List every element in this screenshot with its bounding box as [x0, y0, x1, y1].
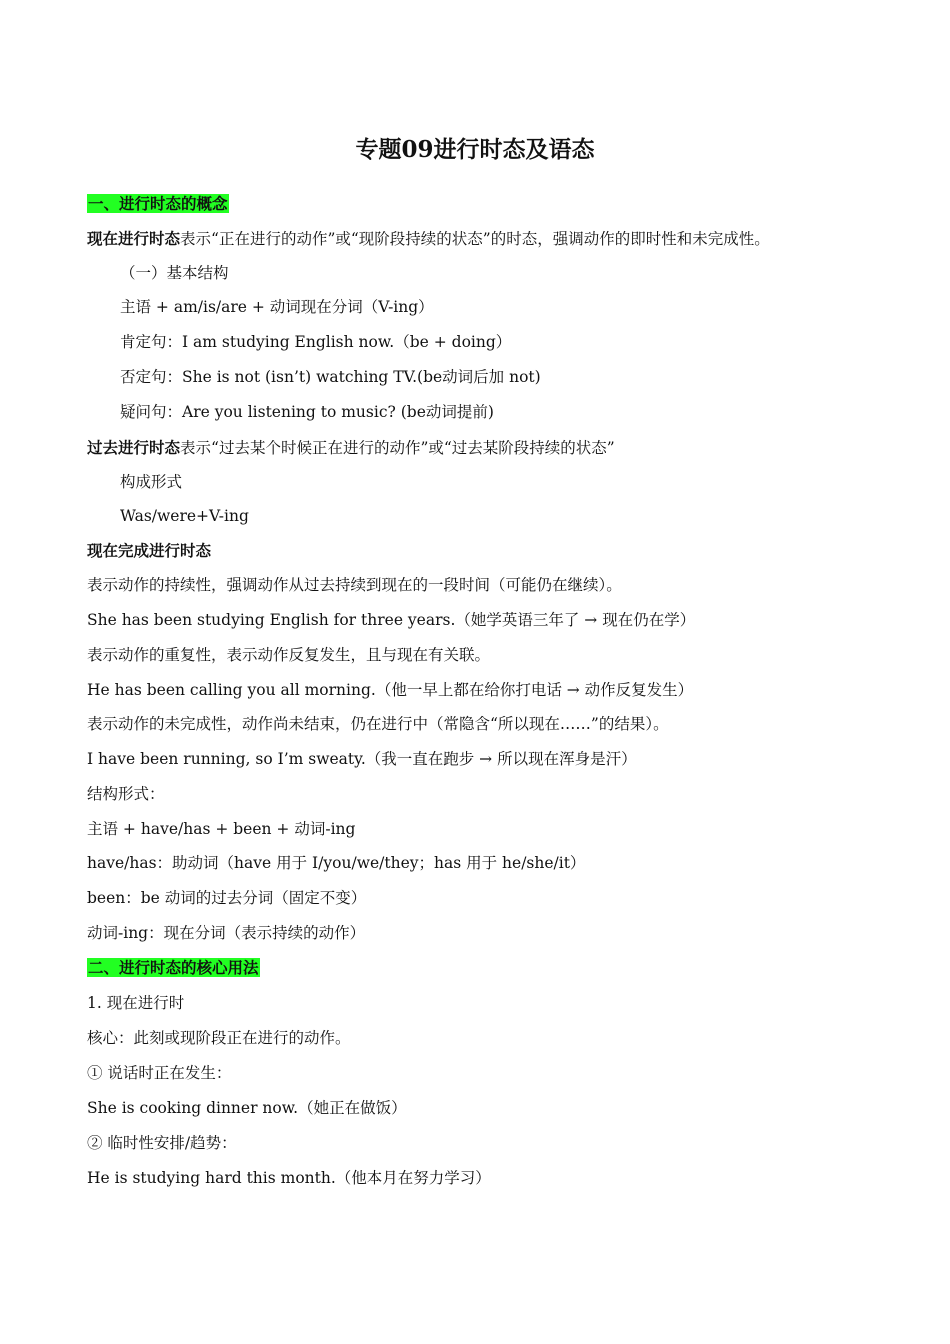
usage-point-2: ② 临时性安排/趋势：	[87, 1134, 237, 1152]
page-title: 专题09进行时态及语态	[355, 136, 595, 163]
usage-example-1: She is cooking dinner now.（她正在做饭）	[87, 1099, 407, 1117]
structure-formula: 主语 + am/is/are + 动词现在分词（V-ing）	[120, 298, 434, 316]
section-heading-concept	[87, 192, 229, 216]
structure-formula-ppp: 主语 + have/has + been + 动词-ing	[87, 820, 356, 838]
usage-core: 核心：此刻或现阶段正在进行的动作。	[87, 1029, 351, 1047]
form-heading: 构成形式	[120, 473, 183, 491]
past-progressive-definition	[87, 436, 615, 460]
highlighted-heading: 二、进行时态的核心用法	[88, 958, 259, 977]
present-progressive-definition	[87, 227, 770, 251]
term-present-progressive: 现在进行时态	[87, 229, 181, 248]
definition-text: 表示“过去某个时候正在进行的动作”或“过去某阶段持续的状态”	[180, 439, 615, 457]
term-past-progressive: 过去进行时态	[87, 438, 181, 457]
definition-text: 表示“正在进行的动作”或“现阶段持续的状态”的时态，强调动作的即时性和未完成性。	[180, 230, 770, 248]
structure-heading: （一）基本结构	[120, 264, 229, 282]
usage-subheading: 1. 现在进行时	[87, 994, 185, 1012]
usage-example-2: He is studying hard this month.（他本月在努力学习）	[87, 1169, 491, 1187]
usage-point-1: ① 说话时正在发生：	[87, 1064, 232, 1082]
ving-note: 动词-ing：现在分词（表示持续的动作）	[87, 924, 366, 942]
highlighted-heading: 一、进行时态的概念	[88, 194, 228, 213]
usage-incompleteness: 表示动作的未完成性，动作尚未结束，仍在进行中（常隐含“所以现在……”的结果）。	[87, 715, 669, 733]
example-continuity: She has been studying English for three years.（她学英语三年了 → 现在仍在学）	[87, 611, 696, 629]
question-example: 疑问句：Are you listening to music? (be动词提前)	[120, 403, 494, 421]
section-heading-usage	[87, 956, 260, 980]
have-has-note: have/has：助动词（have 用于 I/you/we/they；has 用于 he/she/it）	[87, 854, 586, 872]
example-repetition: He has been calling you all morning.（他一早上都在给你打电话 → 动作反复发生）	[87, 681, 694, 699]
usage-continuity: 表示动作的持续性，强调动作从过去持续到现在的一段时间（可能仍在继续）。	[87, 576, 622, 594]
structure-heading-ppp: 结构形式：	[87, 785, 165, 803]
term-present-perfect-progressive: 现在完成进行时态	[87, 541, 212, 560]
affirmative-example: 肯定句：I am studying English now.（be + doing）	[120, 333, 512, 351]
negative-example: 否定句：She is not (isn’t) watching TV.(be动词后加 not)	[120, 368, 541, 386]
usage-repetition: 表示动作的重复性，表示动作反复发生，且与现在有关联。	[87, 646, 491, 664]
been-note: been：be 动词的过去分词（固定不变）	[87, 889, 367, 907]
example-incompleteness: I have been running, so I’m sweaty.（我一直在跑步 → 所以现在浑身是汗）	[87, 750, 637, 768]
form-formula: Was/were+V-ing	[120, 507, 249, 525]
